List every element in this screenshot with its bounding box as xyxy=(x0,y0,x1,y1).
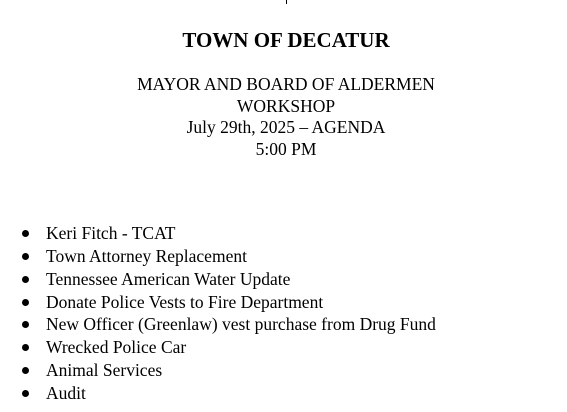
agenda-item-text: Town Attorney Replacement xyxy=(46,245,247,266)
agenda-item-text: New Officer (Greenlaw) vest purchase from Drug Fund xyxy=(46,314,436,335)
agenda-item-text: Wrecked Police Car xyxy=(46,337,187,358)
meeting-body-line: MAYOR AND BOARD OF ALDERMEN xyxy=(137,74,435,94)
bullet-icon xyxy=(22,299,29,306)
meeting-date-line: July 29th, 2025 – AGENDA xyxy=(186,117,386,137)
document-title: TOWN OF DECATUR xyxy=(182,28,390,52)
bullet-icon xyxy=(22,276,29,283)
bullet-icon xyxy=(22,367,29,374)
agenda-item-text: Donate Police Vests to Fire Department xyxy=(46,291,324,312)
bullet-icon xyxy=(22,253,29,260)
page-edge-mark xyxy=(286,0,287,4)
bullet-icon xyxy=(22,344,29,351)
agenda-item-text: Audit xyxy=(46,382,86,403)
agenda-item-text: Animal Services xyxy=(46,360,163,381)
meeting-header xyxy=(0,74,567,160)
meeting-time-line: 5:00 PM xyxy=(255,138,317,159)
bullet-icon xyxy=(22,230,29,237)
agenda-item-text: Tennessee American Water Update xyxy=(46,268,291,289)
agenda-item-text: Keri Fitch - TCAT xyxy=(46,223,176,243)
bullet-icon xyxy=(22,390,29,397)
bullet-icon xyxy=(22,321,29,328)
meeting-type-line: WORKSHOP xyxy=(236,95,336,116)
